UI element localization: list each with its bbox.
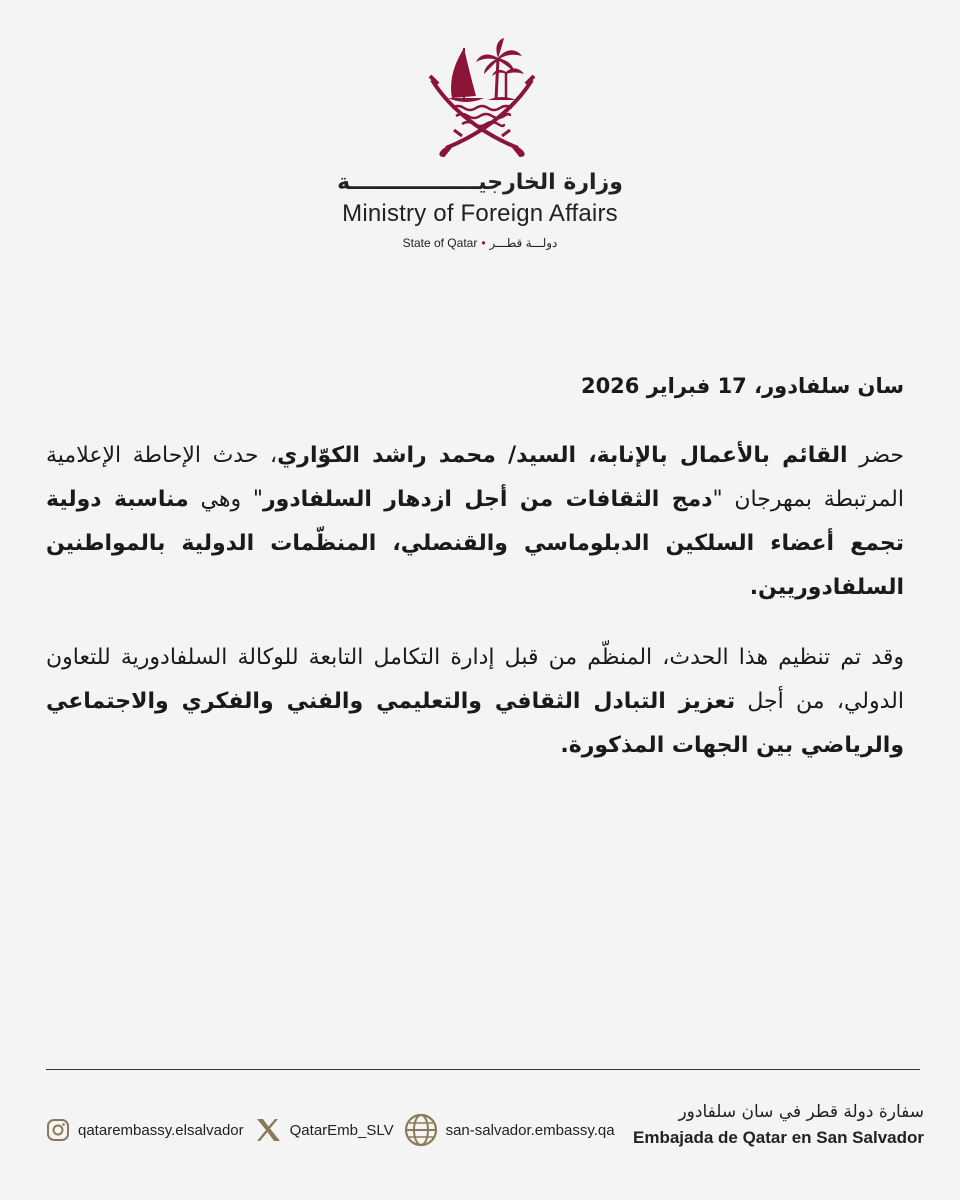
p1-seg-0: حضر	[847, 443, 904, 468]
embassy-signature	[633, 1102, 924, 1148]
website-link[interactable]	[404, 1113, 615, 1147]
instagram-handle[interactable]: qatarembassy.elsalvador	[78, 1121, 244, 1139]
p1-seg-2: ، حدث الإحاطة الإعلامية المرتبطة بمهرجان "	[46, 443, 904, 512]
state-english: State of Qatar	[402, 236, 478, 250]
ministry-name-english: Ministry of Foreign Affairs	[342, 200, 618, 227]
p1-seg-1: القائم بالأعمال بالإنابة، السيد/ محمد راشد الكوّاري	[277, 443, 848, 468]
separator-dot: •	[481, 236, 486, 250]
state-subtitle	[0, 236, 960, 250]
press-release-body	[46, 364, 904, 794]
p2-seg-1: تعزيز التبادل الثقافي والتعليمي والفني والفكري والاجتماعي والرياضي بين الجهات المذكورة.	[46, 689, 904, 758]
qatar-emblem-icon	[418, 36, 546, 158]
x-link[interactable]	[254, 1116, 394, 1144]
social-links	[46, 1110, 625, 1150]
p2-seg-0: وقد تم تنظيم هذا الحدث، المنظّم من قبل إدارة التكامل التابعة للوكالة السلفادورية للتعاون الدولي، من أجل	[46, 645, 904, 714]
p1-seg-4: " وهي	[188, 487, 263, 512]
website-url[interactable]: san-salvador.embassy.qa	[445, 1121, 615, 1139]
instagram-link[interactable]	[46, 1118, 244, 1142]
paragraph-2	[46, 636, 904, 768]
x-handle[interactable]: QatarEmb_SLV	[289, 1121, 394, 1139]
p1-seg-5: مناسبة دولية تجمع أعضاء السلكين الدبلوماسي والقنصلي، المنظّمات الدولية بالمواطنين السلفادوريين.	[46, 487, 904, 600]
instagram-icon	[46, 1118, 70, 1142]
dateline: سان سلفادور، 17 فبراير 2026	[580, 374, 904, 398]
p1-seg-3: دمج الثقافات من أجل ازدهار السلفادور	[262, 487, 713, 512]
embassy-name-spanish: Embajada de Qatar en San Salvador	[632, 1128, 924, 1147]
x-logo-icon	[254, 1116, 282, 1144]
ministry-name-arabic: وزارة الخارجيـــــــــــــــــة	[337, 170, 623, 195]
globe-icon	[404, 1113, 438, 1147]
footer-divider	[46, 1069, 920, 1070]
paragraph-1	[46, 434, 904, 610]
state-arabic: دولـــة قطـــر	[489, 236, 558, 250]
embassy-name-arabic: سفارة دولة قطر في سان سلفادور	[678, 1102, 924, 1122]
